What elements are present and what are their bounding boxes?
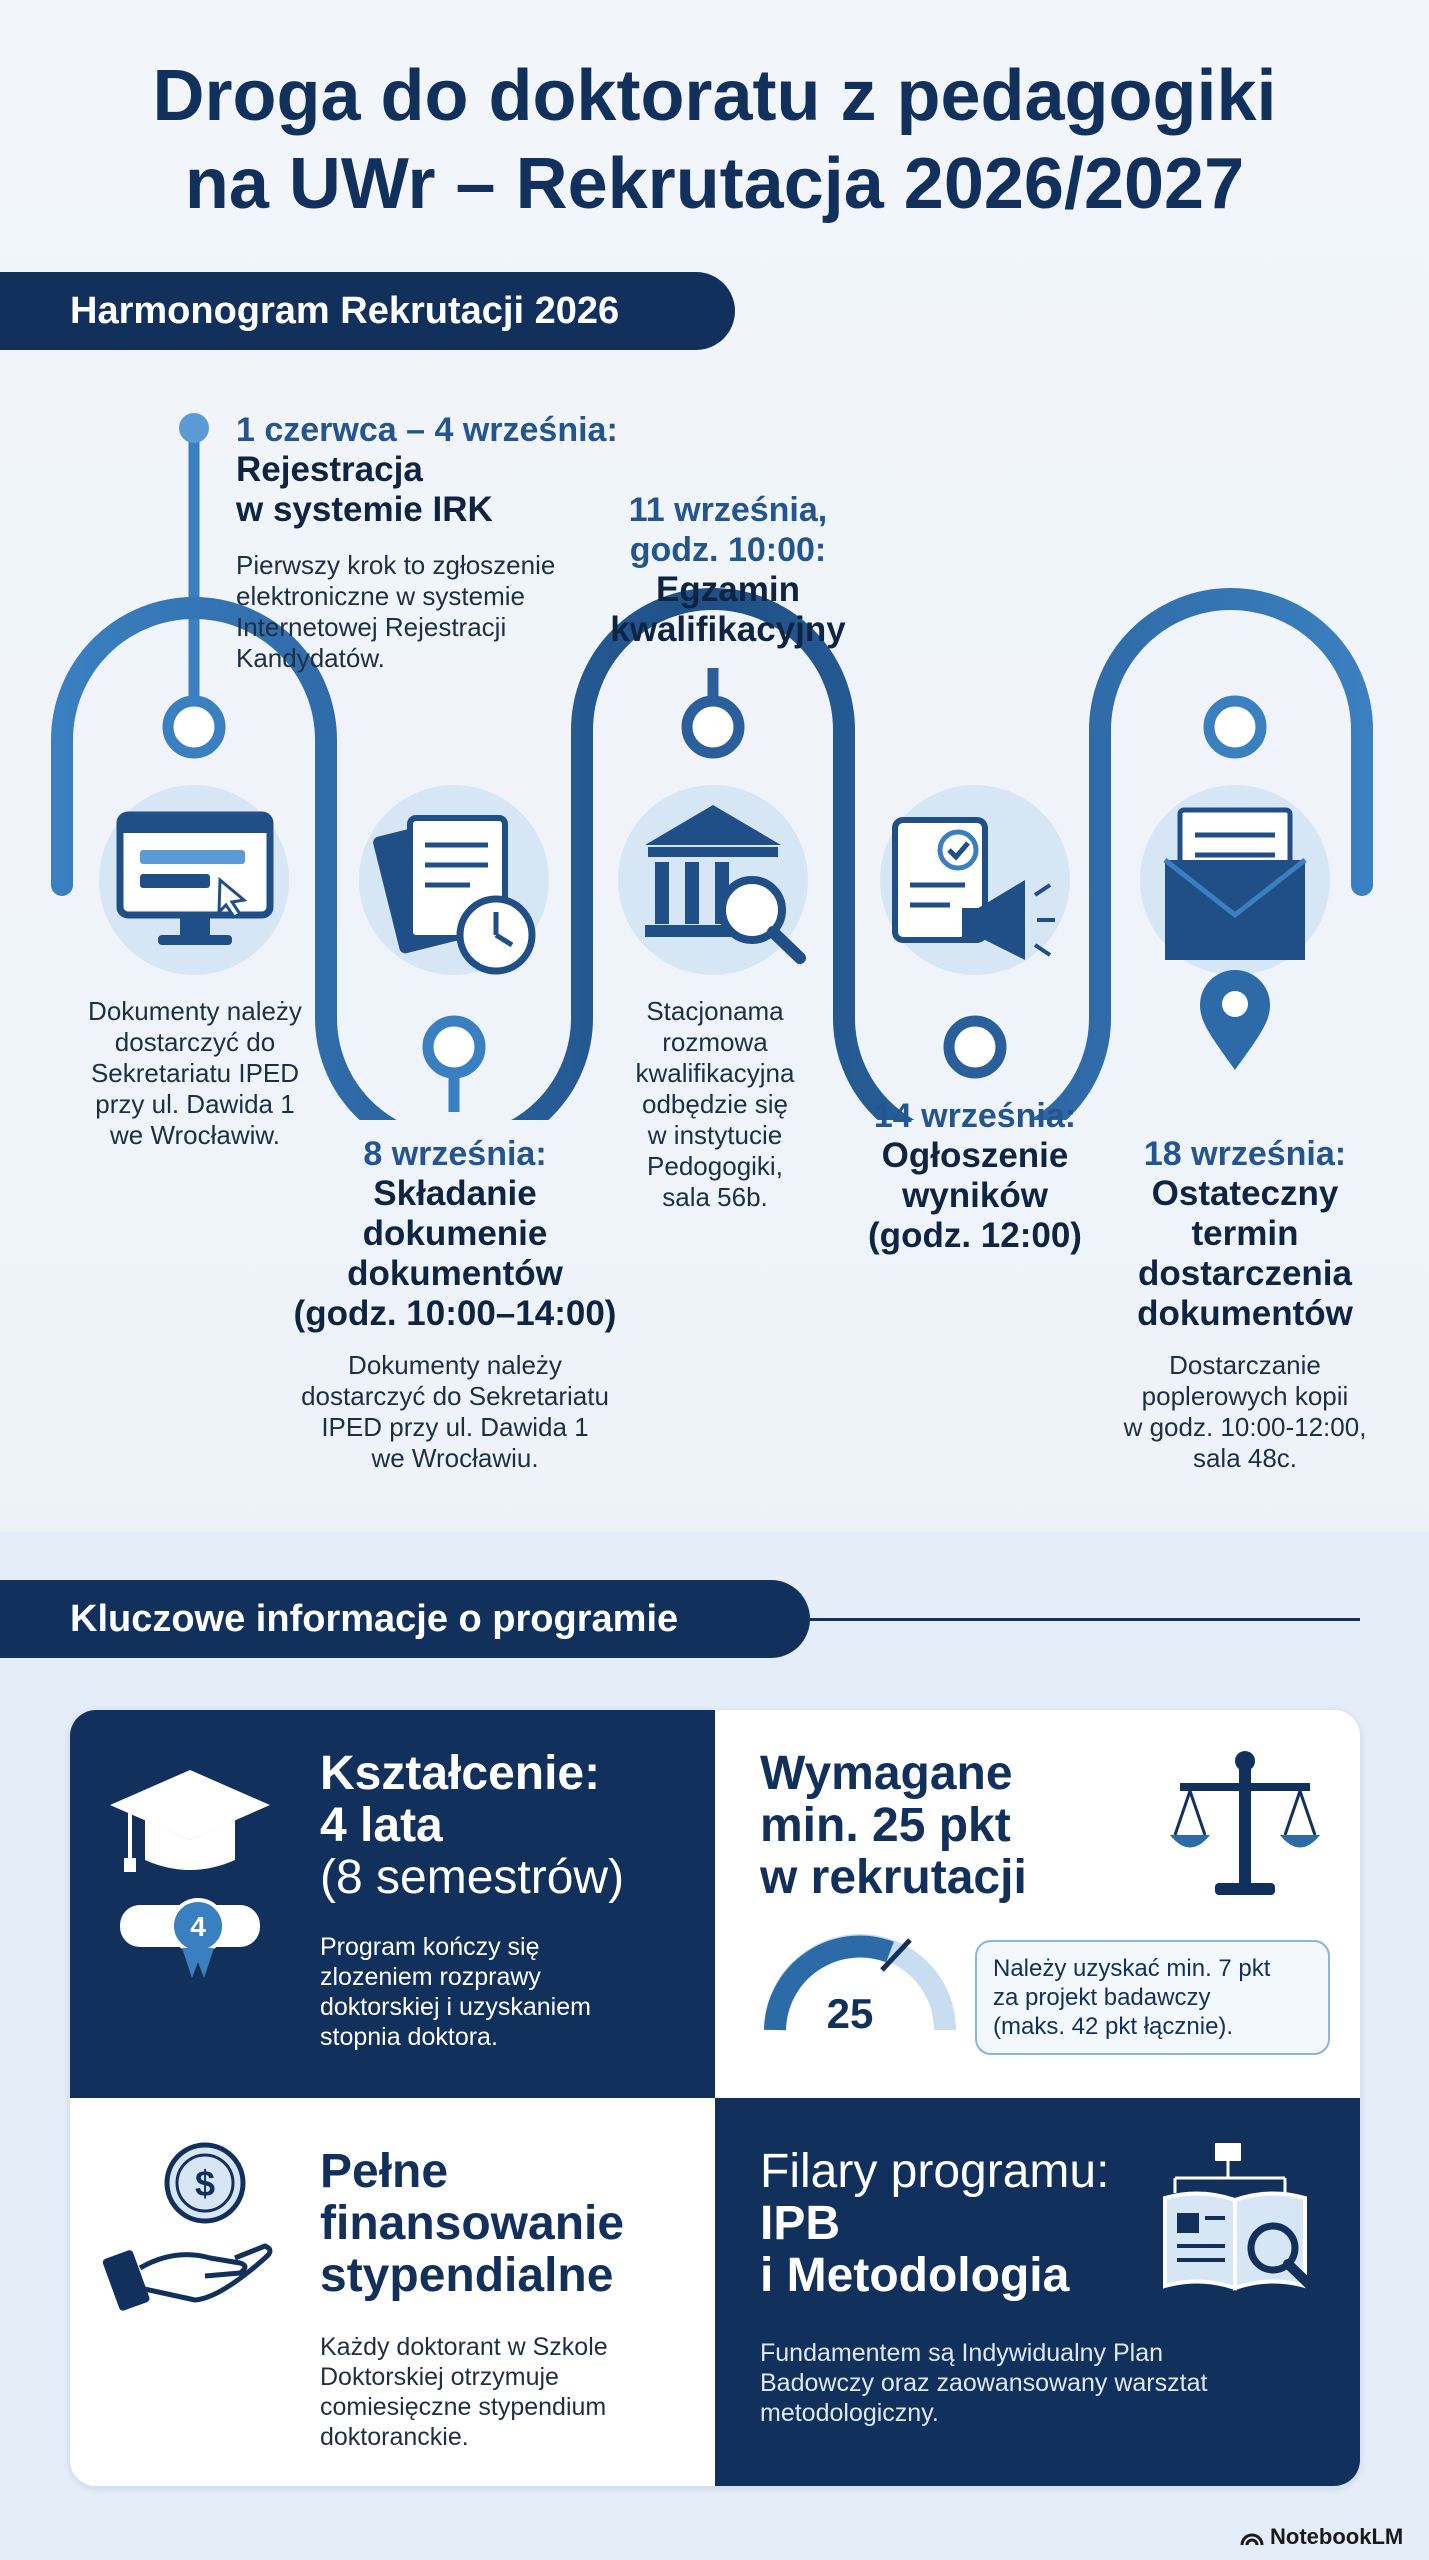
funding-title-2: finansowanie (320, 2197, 625, 2250)
education-content (320, 1748, 700, 2052)
envelope-icon (1140, 785, 1330, 975)
step-2 (270, 1134, 640, 1474)
points-title-3: w rekrutacji (760, 1851, 1027, 1904)
funding-content (320, 2146, 700, 2452)
step-5-desc-line: sala 48c. (1192, 1443, 1298, 1473)
funding-desc-line: Doktorskiej otrzymuje (320, 2363, 559, 2391)
exam-note-line: sala 56b. (662, 1182, 768, 1212)
exam-note-line: odbędzie się (642, 1089, 788, 1119)
funding-desc-line: doktoranckie. (320, 2423, 469, 2451)
points-note-line: za projekt badawczy (993, 1984, 1211, 2011)
step-3-date-1: 11 września, (628, 491, 828, 529)
education-title-1: Kształcenie: (320, 1747, 601, 1800)
education-desc-line: Program kończy się (320, 1933, 540, 1961)
pillars-desc-line: Fundamentem są Indywidualny Plan (760, 2339, 1164, 2367)
step-3-date-2: godz. 10:00: (629, 531, 827, 569)
step-5-desc-line: w godz. 10:00-12:00, (1123, 1412, 1367, 1442)
exam-note-line: Pedogogiki, (647, 1151, 783, 1181)
registration-note-line: Dokumenty należy (88, 996, 302, 1026)
step-5-desc (1110, 1350, 1380, 1474)
schedule-section-title: Harmonogram Rekrutacji 2026 (70, 290, 620, 332)
hand-coin-icon (100, 2138, 290, 2318)
section-divider (810, 1618, 1360, 1621)
exam-note-line: w instytucie (647, 1120, 783, 1150)
scales-icon (1165, 1745, 1325, 1905)
step-1-desc-line: Pierwszy krok to zgłoszenie (236, 550, 556, 580)
pillars-content (760, 2146, 1160, 2302)
points-title-1: Wymagane (760, 1747, 1013, 1800)
info-grid (70, 1710, 1360, 2486)
points-note-line: (maks. 42 pkt łącznie). (993, 2013, 1234, 2040)
step-5-desc-line: Dostarczanie (1169, 1350, 1321, 1380)
step-5-title-line: dostarczenia (1138, 1254, 1352, 1293)
pillars-desc-line: metodologiczny. (760, 2399, 939, 2427)
step-2-date: 8 września: (363, 1135, 547, 1173)
step-3-title-2: kwalifikacyjny (610, 610, 846, 649)
step-4-title-line: (godz. 12:00) (868, 1216, 1082, 1255)
step-2-title-line: dokumentów (347, 1254, 563, 1293)
registration-note (50, 996, 340, 1151)
registration-note-line: przy ul. Dawida 1 (95, 1089, 295, 1119)
step-1-desc-line: elektroniczne w systemie (236, 581, 525, 611)
education-desc-line: doktorskiej i uzyskaniem (320, 1993, 591, 2021)
documents-clock-icon (359, 785, 549, 975)
step-3 (568, 490, 888, 650)
step-5-title-line: termin (1191, 1214, 1299, 1253)
step-3-title-1: Egzamin (656, 570, 800, 609)
education-desc-line: zlozeniem rozprawy (320, 1963, 541, 1991)
registration-note-line: dostarczyć do (114, 1027, 276, 1057)
education-desc (320, 1932, 700, 2052)
diploma-badge-number: 4 (190, 1911, 206, 1942)
book-research-icon (1155, 2138, 1335, 2308)
funding-desc-line: Każdy doktorant w Szkole (320, 2333, 608, 2361)
points-note-line: Należy uzyskać min. 7 pkt (993, 1955, 1271, 1982)
pillars-title-3: i Metodologia (760, 2249, 1070, 2302)
brand-label: NotebookLM (1270, 2524, 1404, 2549)
education-title-2: 4 lata (320, 1799, 443, 1852)
step-4-date: 14 września: (873, 1097, 1077, 1135)
funding-title-1: Pełne (320, 2145, 449, 2198)
points-note (975, 1940, 1330, 2055)
step-2-title-line: Składanie (373, 1174, 537, 1213)
info-section-title: Kluczowe informacje o programie (70, 1598, 679, 1640)
step-1-desc-line: Internetowej Rejestracji (236, 612, 507, 642)
step-2-desc-line: we Wrocławiu. (371, 1443, 539, 1473)
exam-note-line: kwalifikacyjna (635, 1058, 795, 1088)
points-gauge (760, 1930, 960, 2040)
step-1-title-2: w systemie IRK (236, 490, 493, 529)
points-title-2: min. 25 pkt (760, 1799, 1011, 1852)
schedule-section-header (0, 272, 735, 350)
node-2 (428, 1021, 480, 1073)
registration-note-line: Sekretariatu IPED (90, 1058, 300, 1088)
title-line-1: Droga do doktoratu z pedagogiki (152, 56, 1277, 136)
notebooklm-logo-icon (1240, 2527, 1264, 2547)
education-card (70, 1710, 715, 2098)
pillars-desc (760, 2338, 1340, 2428)
funding-title-3: stypendialne (320, 2249, 614, 2302)
pillars-desc-line: Badowczy oraz zaowansowany warsztat (760, 2369, 1208, 2397)
step-2-desc-line: IPED przy ul. Dawida 1 (321, 1412, 589, 1442)
location-pin-icon (1200, 970, 1270, 1070)
info-section-header (0, 1580, 810, 1658)
step-2-desc-line: Dokumenty należy (348, 1350, 562, 1380)
funding-desc (320, 2332, 700, 2452)
graduation-cap-diploma-icon (100, 1750, 280, 1980)
step-4-title-line: wyników (902, 1176, 1048, 1215)
page-title (0, 52, 1429, 228)
node-1 (168, 701, 220, 753)
title-line-2: na UWr – Rekrutacja 2026/2027 (184, 144, 1245, 224)
announcement-icon (880, 785, 1070, 975)
step-5-date: 18 września: (1143, 1135, 1347, 1173)
step-1-date: 1 czerwca – 4 września: (236, 411, 618, 449)
step-5-title-line: Ostateczny (1151, 1174, 1339, 1213)
step-1-title-1: Rejestracja (236, 450, 423, 489)
funding-card (70, 2098, 715, 2486)
exam-note-line: rozmowa (662, 1027, 768, 1057)
step-2-desc-line: dostarczyć do Sekretariatu (301, 1381, 609, 1411)
institution-search-icon (618, 785, 808, 975)
education-desc-line: stopnia doktora. (320, 2023, 498, 2051)
step-5 (1110, 1134, 1380, 1474)
step-5-desc-line: poplerowych kopii (1141, 1381, 1349, 1411)
pillars-title-1: Filary programu: (760, 2145, 1110, 2198)
gauge-value: 25 (826, 1990, 874, 2037)
step-1-desc-line: Kandydatów. (236, 643, 385, 673)
points-card (715, 1710, 1360, 2098)
step-2-desc (270, 1350, 640, 1474)
node-4 (949, 1021, 1001, 1073)
registration-note-line: we Wrocławiw. (109, 1120, 280, 1150)
step-4 (845, 1096, 1105, 1256)
svg-text:$: $ (194, 2163, 216, 2204)
education-title-3: (8 semestrów) (320, 1851, 625, 1904)
points-content (760, 1748, 1090, 1904)
stem-1-dot (179, 413, 209, 443)
notebooklm-brand (1240, 2522, 1403, 2552)
node-5 (1209, 701, 1261, 753)
exam-note-line: Stacjonama (646, 996, 784, 1026)
step-2-title-line: dokumenie (362, 1214, 548, 1253)
step-2-title-line: (godz. 10:00–14:00) (293, 1294, 617, 1333)
pillars-card (715, 2098, 1360, 2486)
computer-icon (99, 785, 289, 975)
funding-desc-line: comiesięczne stypendium (320, 2393, 607, 2421)
step-5-title-line: dokumentów (1137, 1294, 1353, 1333)
node-3 (687, 701, 739, 753)
pillars-title-2: IPB (760, 2197, 841, 2250)
step-4-title-line: Ogłoszenie (881, 1136, 1069, 1175)
